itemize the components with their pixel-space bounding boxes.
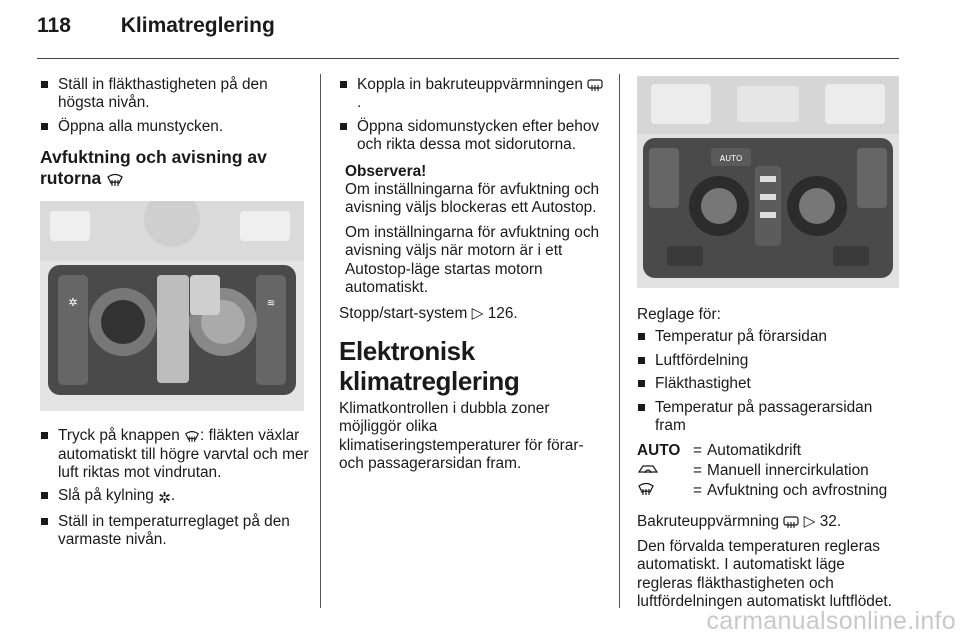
column-2 — [339, 76, 607, 480]
reference-arrow-icon: ▷ — [471, 305, 484, 323]
table-row: = Manuell innercirkulation — [637, 461, 887, 481]
list-item: Fläkthastighet — [637, 375, 899, 393]
legend-value: Avfuktning och avfrostning — [707, 482, 888, 500]
note-paragraph: Om inställningarna för avfuktning och avisning väljs blockeras ett Autostop. — [345, 181, 600, 217]
recirculation-icon — [637, 462, 659, 476]
section-heading: Elektronisk klimatreglering — [339, 335, 520, 396]
column-divider-1 — [320, 74, 321, 608]
list-item: Ställ in fläkthastigheten på den högsta nivån. — [40, 76, 310, 113]
list-item: Koppla in bakruteuppvärmningen . — [339, 76, 607, 113]
list-item: Slå på kylning ✲. — [40, 487, 310, 507]
climate-control-photo — [637, 76, 901, 288]
list-item: Tryck på knappen : fläkten växlar automatiskt till högre varvtal och mer luft riktas mot vindrutan. — [40, 427, 310, 482]
defrost-icon — [106, 173, 124, 187]
column-3 — [637, 76, 899, 617]
header-rule — [37, 58, 899, 59]
list-item: Öppna alla munstycken. — [40, 118, 310, 136]
rear-window-heater-icon — [783, 516, 799, 529]
legend-value: Manuell innercirkulation — [707, 462, 869, 480]
rear-window-heater-icon — [587, 79, 603, 92]
page-number: 118 — [37, 14, 71, 37]
svg-text:✲: ✲ — [68, 296, 78, 310]
list-item: Ställ in temperaturreglaget på den varmaste nivån. — [40, 513, 310, 550]
controls-intro: Reglage för: — [637, 306, 721, 323]
column-1 — [40, 76, 310, 555]
list-item: Öppna sidomunstycken efter behov och rikta dessa mot sidorutorna. — [339, 118, 607, 155]
legend-value: Automatikdrift — [707, 442, 802, 460]
list-item: Temperatur på passagerarsidan fram — [637, 399, 899, 436]
climate-panel-photo — [40, 201, 304, 411]
watermark: carmanualsonline.info — [706, 607, 956, 635]
legend-key: AUTO — [637, 442, 681, 460]
body-paragraph: Den förvalda temperaturen regleras automatiskt. I automatiskt läge regleras fläkthastigheten och luftfördelningen automatiskt luftflödet. — [637, 537, 892, 611]
svg-text:≋: ≋ — [266, 298, 276, 310]
list-item: Luftfördelning — [637, 352, 899, 370]
svg-text:AUTO: AUTO — [719, 154, 743, 163]
column-divider-2 — [619, 74, 620, 608]
snowflake-icon: ✲ — [158, 489, 172, 508]
cross-reference: Bakruteuppvärmning ▷ 32. — [637, 513, 842, 531]
legend-table — [637, 441, 887, 501]
list-item: Temperatur på förarsidan — [637, 328, 899, 346]
body-paragraph: Klimatkontrollen i dubbla zoner möjliggör olika klimatiseringstemperaturer för förar- och passagerarsidan fram. — [339, 399, 584, 473]
defrost-icon — [184, 430, 200, 443]
page-header — [37, 14, 275, 38]
note-title: Observera! — [345, 162, 427, 180]
note-box — [339, 163, 607, 298]
table-row: AUTO = Automatikdrift — [637, 441, 887, 461]
section-heading: Avfuktning och avisning av rutorna — [40, 147, 267, 189]
reference-arrow-icon: ▷ — [799, 513, 816, 531]
defrost-icon — [637, 482, 655, 496]
cross-reference: Stopp/start-system ▷ 126. — [339, 305, 518, 323]
table-row: = Avfuktning och avfrostning — [637, 481, 887, 501]
note-paragraph: Om inställningarna för avfuktning och avisning väljs när motorn är i ett Autostop-läge startas motorn automatiskt. — [345, 223, 600, 297]
page-title: Klimatreglering — [120, 14, 275, 37]
